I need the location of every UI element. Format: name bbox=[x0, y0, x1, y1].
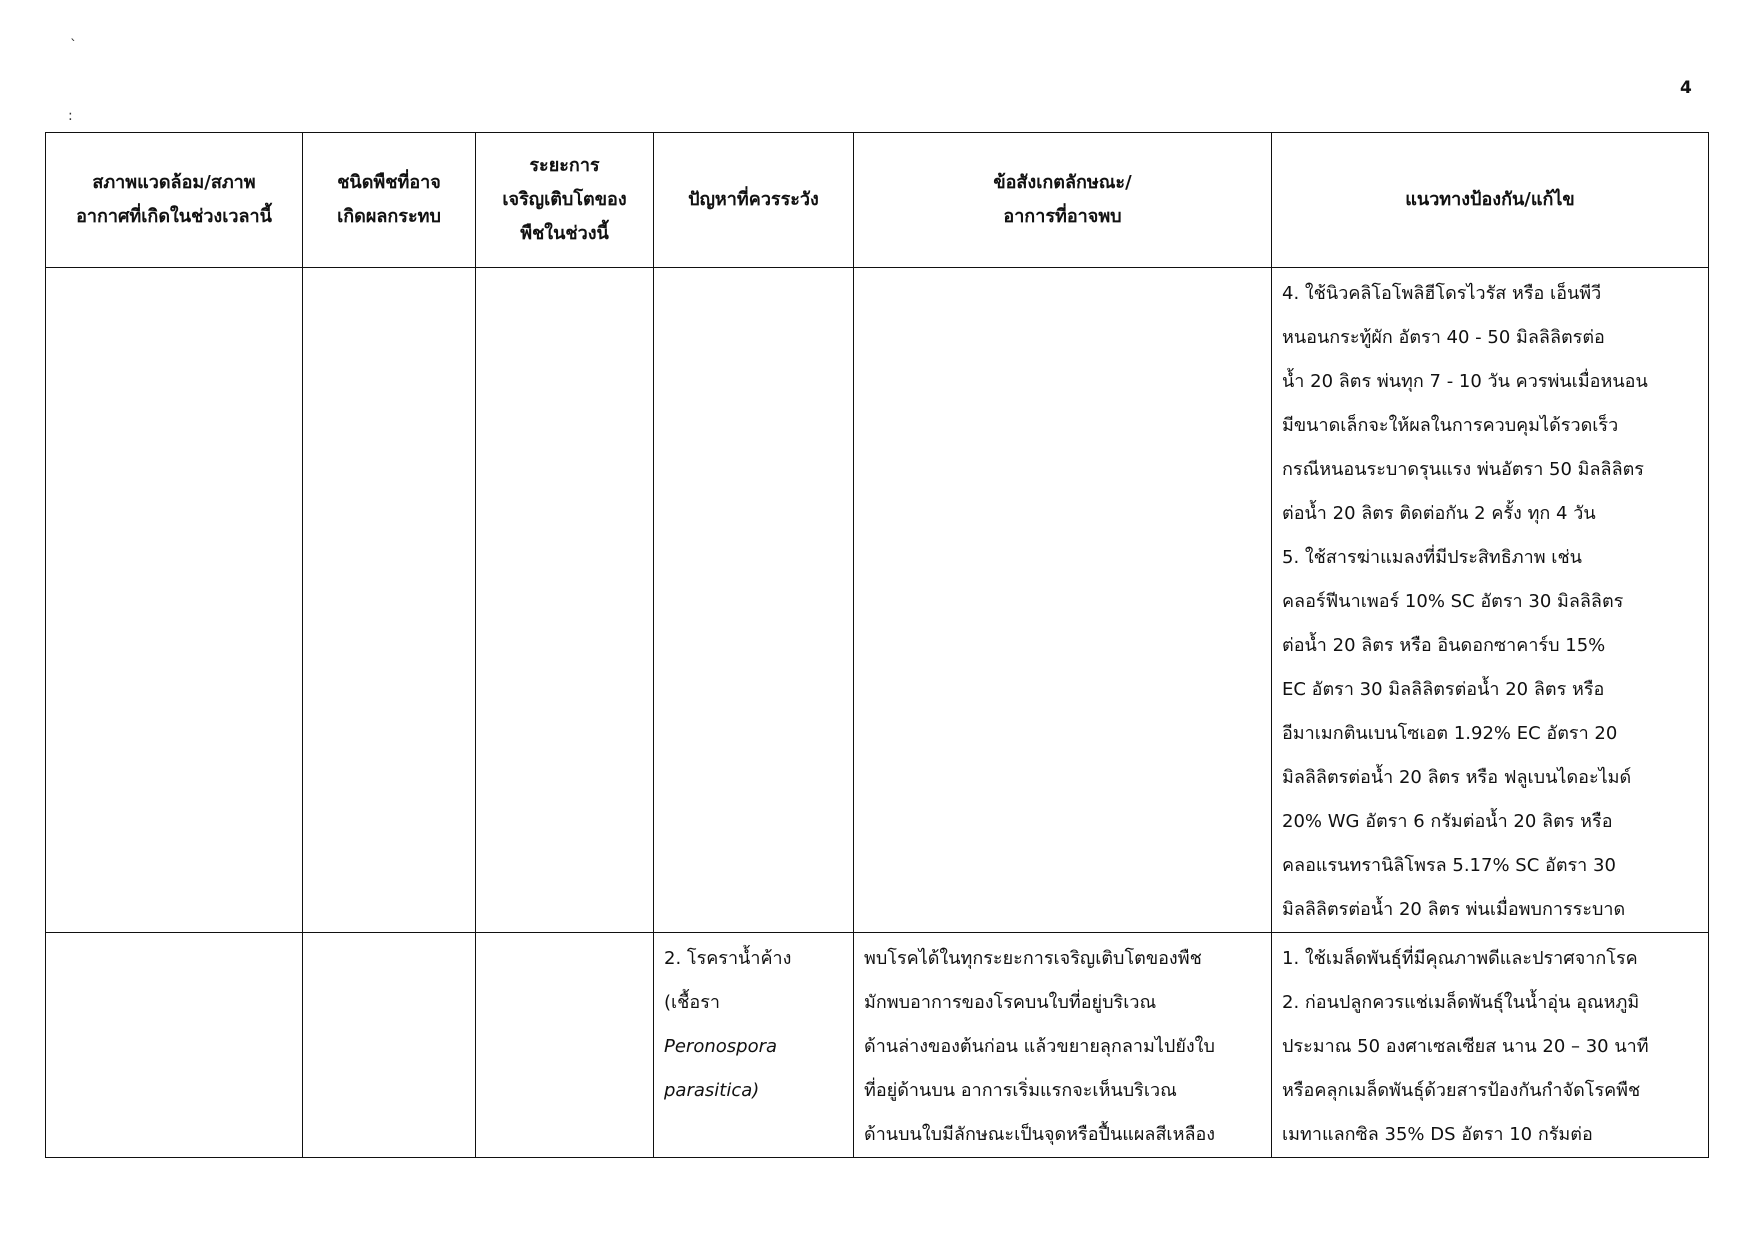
data-table bbox=[45, 132, 1709, 1158]
page-number: 4 bbox=[1680, 78, 1692, 98]
cell-crop-type bbox=[303, 268, 476, 933]
header-solutions: แนวทางป้องกัน/แก้ไข bbox=[1272, 133, 1709, 268]
cell-environment bbox=[46, 933, 303, 1158]
cell-problem bbox=[654, 268, 854, 933]
cell-problem: 2. โรคราน้ำค้าง (เชื้อรา Peronospora parasitica) bbox=[654, 933, 854, 1158]
header-symptoms: ข้อสังเกตลักษณะ/ อาการที่อาจพบ bbox=[854, 133, 1272, 268]
table-row bbox=[46, 268, 1709, 933]
cell-crop-type bbox=[303, 933, 476, 1158]
header-crop-type: ชนิดพืชที่อาจ เกิดผลกระทบ bbox=[303, 133, 476, 268]
table-row bbox=[46, 933, 1709, 1158]
cell-solutions: 4. ใช้นิวคลิโอโพลิฮีโดรไวรัส หรือ เอ็นพีวี หนอนกระทู้ผัก อัตรา 40 - 50 มิลลิลิตรต่อ น้ำ 20 ลิตร พ่นทุก 7 - 10 วัน ควรพ่นเมื่อหนอน มีขนาดเล็กจะให้ผลในการควบคุมได้รวดเร็ว กรณีหนอนระบาดรุนแรง พ่นอัตรา 50 มิลลิลิตร ต่อน้ำ 20 ลิตร ติดต่อกัน 2 ครั้ง ทุก 4 วัน 5. ใช้สารฆ่าแมลงที่มีประสิทธิภาพ เช่น คลอร์ฟีนาเพอร์ 10% SC อัตรา 30 มิลลิลิตร ต่อน้ำ 20 ลิตร หรือ อินดอกซาคาร์บ 15% EC อัตรา 30 มิลลิลิตรต่อน้ำ 20 ลิตร หรือ อีมาเมกตินเบนโซเอต 1.92% EC อัตรา 20 มิลลิลิตรต่อน้ำ 20 ลิตร หรือ ฟลูเบนไดอะไมด์ 20% WG อัตรา 6 กรัมต่อน้ำ 20 ลิตร หรือ คลอแรนทรานิลิโพรล 5.17% SC อัตรา 30 มิลลิลิตรต่อน้ำ 20 ลิตร พ่นเมื่อพบการระบาด bbox=[1272, 268, 1709, 933]
cell-symptoms: พบโรคได้ในทุกระยะการเจริญเติบโตของพืช มักพบอาการของโรคบนใบที่อยู่บริเวณ ด้านล่างของต้นก่อน แล้วขยายลุกลามไปยังใบ ที่อยู่ด้านบน อาการเริ่มแรกจะเห็นบริเวณ ด้านบนใบมีลักษณะเป็นจุดหรือปื้นแผลสีเหลือง bbox=[854, 933, 1272, 1158]
header-row bbox=[46, 133, 1709, 268]
cell-growth-stage bbox=[476, 268, 654, 933]
header-growth-stage: ระยะการ เจริญเติบโตของ พืชในช่วงนี้ bbox=[476, 133, 654, 268]
header-problem: ปัญหาที่ควรระวัง bbox=[654, 133, 854, 268]
cell-environment bbox=[46, 268, 303, 933]
header-environment: สภาพแวดล้อม/สภาพ อากาศที่เกิดในช่วงเวลานี้ bbox=[46, 133, 303, 268]
top-mark-2: : bbox=[68, 108, 73, 124]
cell-growth-stage bbox=[476, 933, 654, 1158]
cell-symptoms bbox=[854, 268, 1272, 933]
cell-solutions: 1. ใช้เมล็ดพันธุ์ที่มีคุณภาพดีและปราศจากโรค 2. ก่อนปลูกควรแช่เมล็ดพันธุ์ในน้ำอุ่น อุณหภูมิ ประมาณ 50 องศาเซลเซียส นาน 20 – 30 นาที หรือคลุกเมล็ดพันธุ์ด้วยสารป้องกันกำจัดโรคพืช เมทาแลกซิล 35% DS อัตรา 10 กรัมต่อ bbox=[1272, 933, 1709, 1158]
top-mark-1: ` bbox=[70, 38, 77, 54]
